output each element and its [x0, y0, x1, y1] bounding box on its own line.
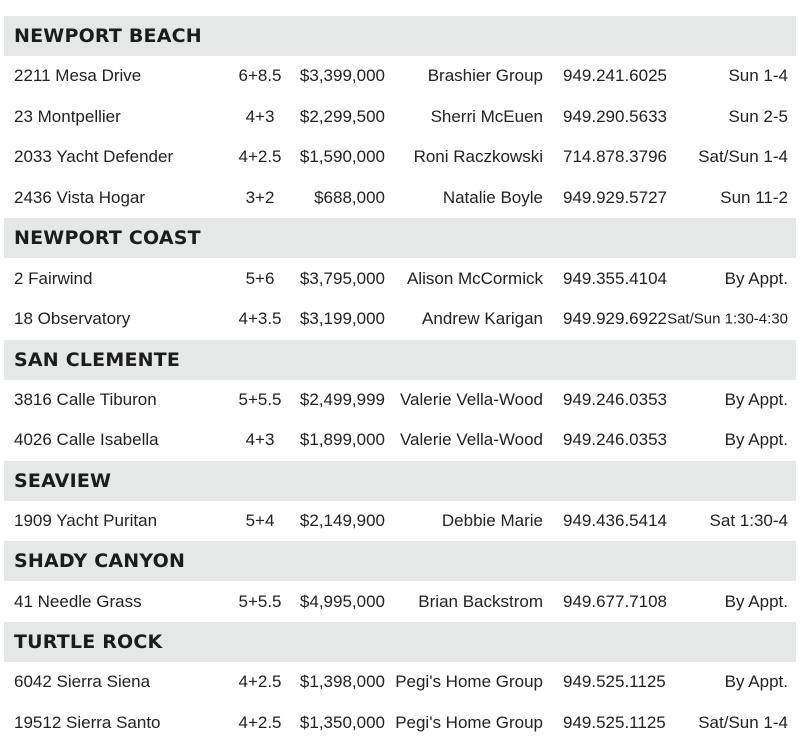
listing-bed-bath: 4+3.5 [238, 309, 282, 329]
listing-bed-bath: 4+2.5 [238, 147, 282, 167]
listing-agent: Valerie Vella-Wood [399, 389, 543, 409]
table-row [4, 662, 796, 703]
listing-phone: 949.929.6922 [563, 309, 667, 329]
listing-address: 2436 Vista Hogar [14, 188, 146, 208]
listing-price: $4,995,000 [299, 591, 385, 611]
listing-agent: Roni Raczkowski [413, 147, 543, 167]
table-row [4, 581, 796, 622]
listing-agent: Debbie Marie [441, 511, 543, 531]
section-header: SEAVIEW [4, 461, 796, 501]
listing-address: 2033 Yacht Defender [14, 147, 174, 167]
listing-price: $688,000 [314, 188, 385, 208]
listing-bed-bath: 5+5.5 [238, 591, 282, 611]
table-row [4, 380, 796, 421]
listing-agent: Pegi's Home Group [395, 672, 543, 692]
listing-phone: 949.246.0353 [563, 430, 667, 450]
table-row [4, 420, 796, 461]
listing-open-time: Sat/Sun 1:30-4:30 [667, 310, 788, 328]
open-house-listing [4, 16, 796, 743]
listing-price: $2,149,900 [299, 511, 385, 531]
listing-price: $2,499,999 [299, 389, 385, 409]
listing-address: 19512 Sierra Santo [14, 712, 161, 732]
section-header: SHADY CANYON [4, 541, 796, 581]
listing-bed-bath: 4+2.5 [238, 672, 282, 692]
listing-phone: 949.246.0353 [563, 389, 667, 409]
listing-price: $3,795,000 [299, 268, 385, 288]
table-row [4, 501, 796, 542]
section-header: TURTLE ROCK [4, 622, 796, 662]
listing-address: 23 Montpellier [14, 106, 121, 126]
listing-address: 6042 Sierra Siena [14, 672, 151, 692]
section-header: NEWPORT COAST [4, 218, 796, 258]
listing-open-time: By Appt. [724, 672, 788, 692]
listing-bed-bath: 4+2.5 [238, 712, 282, 732]
section-header: NEWPORT BEACH [4, 16, 796, 56]
listing-agent: Pegi's Home Group [395, 712, 543, 732]
listing-bed-bath: 5+5.5 [238, 389, 282, 409]
listing-open-time: Sat/Sun 1-4 [698, 147, 788, 167]
listing-bed-bath: 6+8.5 [238, 66, 282, 86]
listing-bed-bath: 4+3 [245, 106, 275, 126]
listing-phone: 949.290.5633 [563, 106, 667, 126]
table-row [4, 258, 796, 299]
listing-open-time: By Appt. [724, 591, 788, 611]
listing-open-time: By Appt. [724, 389, 788, 409]
listing-open-time: Sun 2-5 [728, 106, 788, 126]
section-header: SAN CLEMENTE [4, 340, 796, 380]
listing-address: 2 Fairwind [14, 268, 93, 288]
listing-agent: Sherri McEuen [430, 106, 543, 126]
listing-open-time: Sun 11-2 [720, 188, 788, 208]
table-row [4, 137, 796, 178]
listing-address: 41 Needle Grass [14, 591, 142, 611]
listing-price: $1,590,000 [299, 147, 385, 167]
listing-open-time: Sat 1:30-4 [709, 511, 788, 531]
listing-address: 18 Observatory [14, 309, 131, 329]
table-row [4, 56, 796, 97]
listing-agent: Andrew Karigan [422, 309, 543, 329]
listing-agent: Natalie Boyle [442, 188, 543, 208]
listing-bed-bath: 3+2 [245, 188, 275, 208]
listing-price: $2,299,500 [299, 106, 385, 126]
listing-agent: Brian Backstrom [418, 591, 543, 611]
listing-agent: Alison McCormick [406, 268, 543, 288]
table-row [4, 299, 796, 340]
table-row [4, 703, 796, 744]
listing-open-time: By Appt. [724, 430, 788, 450]
table-row [4, 97, 796, 138]
listing-phone: 949.436.5414 [563, 511, 667, 531]
listing-open-time: By Appt. [724, 268, 788, 288]
listing-bed-bath: 5+6 [245, 268, 275, 288]
listing-price: $1,398,000 [299, 672, 385, 692]
listing-agent: Brashier Group [427, 66, 543, 86]
listing-price: $1,350,000 [299, 712, 385, 732]
listing-phone: 949.525.1125 [563, 712, 666, 732]
listing-phone: 949.525.1125 [563, 672, 666, 692]
listing-phone: 714.878.3796 [563, 147, 667, 167]
listing-phone: 949.355.4104 [563, 268, 667, 288]
listing-phone: 949.241.6025 [563, 66, 667, 86]
listing-open-time: Sat/Sun 1-4 [698, 712, 788, 732]
listing-address: 3816 Calle Tiburon [14, 389, 157, 409]
listing-price: $3,199,000 [299, 309, 385, 329]
listing-address: 2211 Mesa Drive [14, 66, 142, 86]
listing-address: 4026 Calle Isabella [14, 430, 159, 450]
table-row [4, 178, 796, 219]
listing-bed-bath: 5+4 [245, 511, 275, 531]
listing-phone: 949.677.7108 [563, 591, 667, 611]
listing-address: 1909 Yacht Puritan [14, 511, 158, 531]
listing-bed-bath: 4+3 [245, 430, 275, 450]
listing-price: $1,899,000 [299, 430, 385, 450]
listing-price: $3,399,000 [299, 66, 385, 86]
listing-agent: Valerie Vella-Wood [399, 430, 543, 450]
listing-phone: 949.929.5727 [563, 188, 667, 208]
listing-open-time: Sun 1-4 [728, 66, 788, 86]
